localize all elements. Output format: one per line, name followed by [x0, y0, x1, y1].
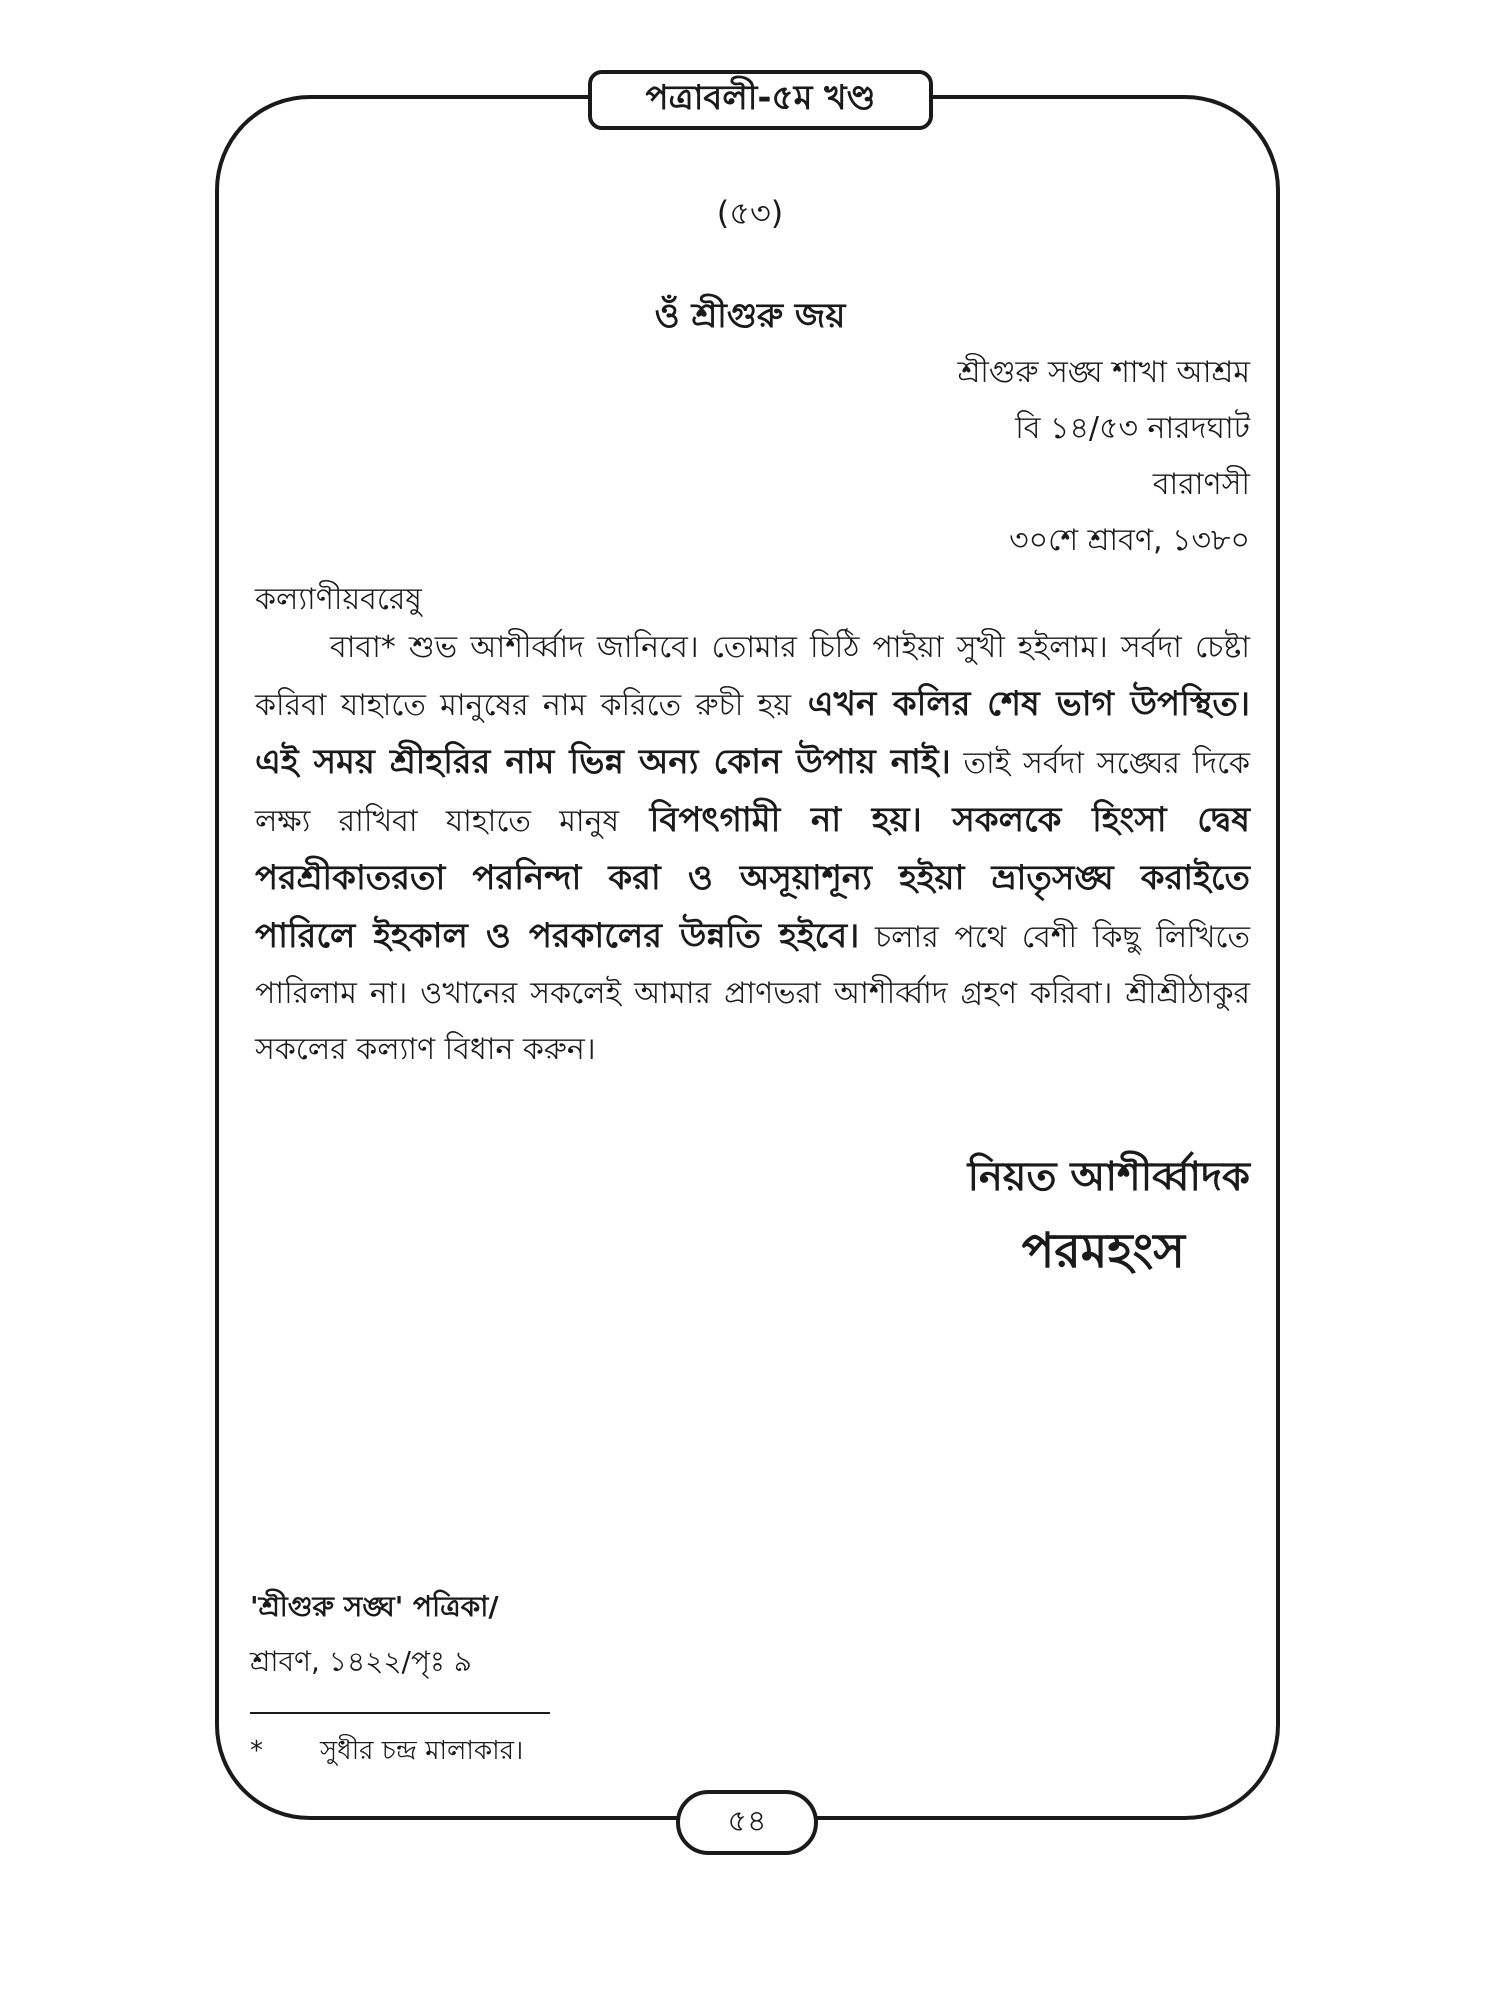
- body-text-part-3: তাই সর্বদা সঙ্ঘের দিকে লক্ষ্য রাখিবা যাহাতে মানুষ: [255, 746, 1251, 839]
- address-line-street: বি ১৪/৫৩ নারদঘাট: [1015, 411, 1250, 446]
- source-citation-date-page: শ্রাবণ, ১৪২২/পৃঃ ৯: [250, 1645, 472, 1678]
- footnote-text: সুধীর চন্দ্র মালাকার।: [320, 1736, 524, 1766]
- body-text-part-5: চলার পথে বেশী কিছু লিখিতে পারিলাম না। ওখানের সকলেই আমার প্রাণভরা আশীর্ব্বাদ গ্রহণ করিবা। শ্রীশ্রীঠাকুর সকলের কল্যাণ বিধান করুন।: [255, 920, 1251, 1067]
- footnote-marker: *: [250, 1736, 263, 1766]
- page-number: ৫৪: [727, 1804, 767, 1839]
- address-line-ashram: শ্রীগুরু সঙ্ঘ শাখা আশ্রম: [957, 355, 1250, 390]
- book-title-tab: [588, 70, 933, 130]
- page-number-badge: [676, 1790, 818, 1855]
- closing-phrase: নিয়ত আশীর্ব্বাদক: [967, 1154, 1250, 1200]
- signature: পরমহংস: [1021, 1223, 1185, 1279]
- salutation: কল্যাণীয়বরেষু: [255, 582, 422, 617]
- source-citation-publication: 'শ্রীগুরু সঙ্ঘ' পত্রিকা/: [250, 1590, 499, 1623]
- footnote-divider: [250, 1712, 550, 1714]
- address-block: [958, 345, 1250, 569]
- invocation-heading: ওঁ শ্রীগুরু জয়: [654, 296, 846, 336]
- book-title: পত্রাবলী-৫ম খণ্ড: [645, 77, 876, 118]
- address-line-city: বারাণসী: [1152, 467, 1250, 502]
- body-text-bold-part-4: বিপৎগামী না হয়। সকলকে হিংসা দ্বেষ পরশ্রীকাতরতা পরনিন্দা করা ও অসূয়াশূন্য হইয়া ভ্রাতৃসঙ্ঘ করাইতে পারিলে ইহকাল ও পরকালের উন্নতি হইবে।: [255, 800, 1250, 956]
- letter-number: (৫৩): [716, 194, 784, 232]
- letter-date: ৩০শে শ্রাবণ, ১৩৮০: [1009, 523, 1250, 558]
- letter-body: [255, 620, 1250, 1078]
- body-text-bold-part-2: এখন কলির শেষ ভাগ উপস্থিত। এই সময় শ্রীহরির নাম ভিন্ন অন্য কোন উপায় নাই।: [255, 684, 1250, 782]
- body-text-part-1: বাবা* শুভ আশীর্ব্বাদ জানিবে। তোমার চিঠি পাইয়া সুখী হইলাম। সর্বদা চেষ্টা করিবা যাহাতে মানুষের নাম করিতে রুচী হয়: [255, 630, 1250, 723]
- footnote: [250, 1730, 523, 1774]
